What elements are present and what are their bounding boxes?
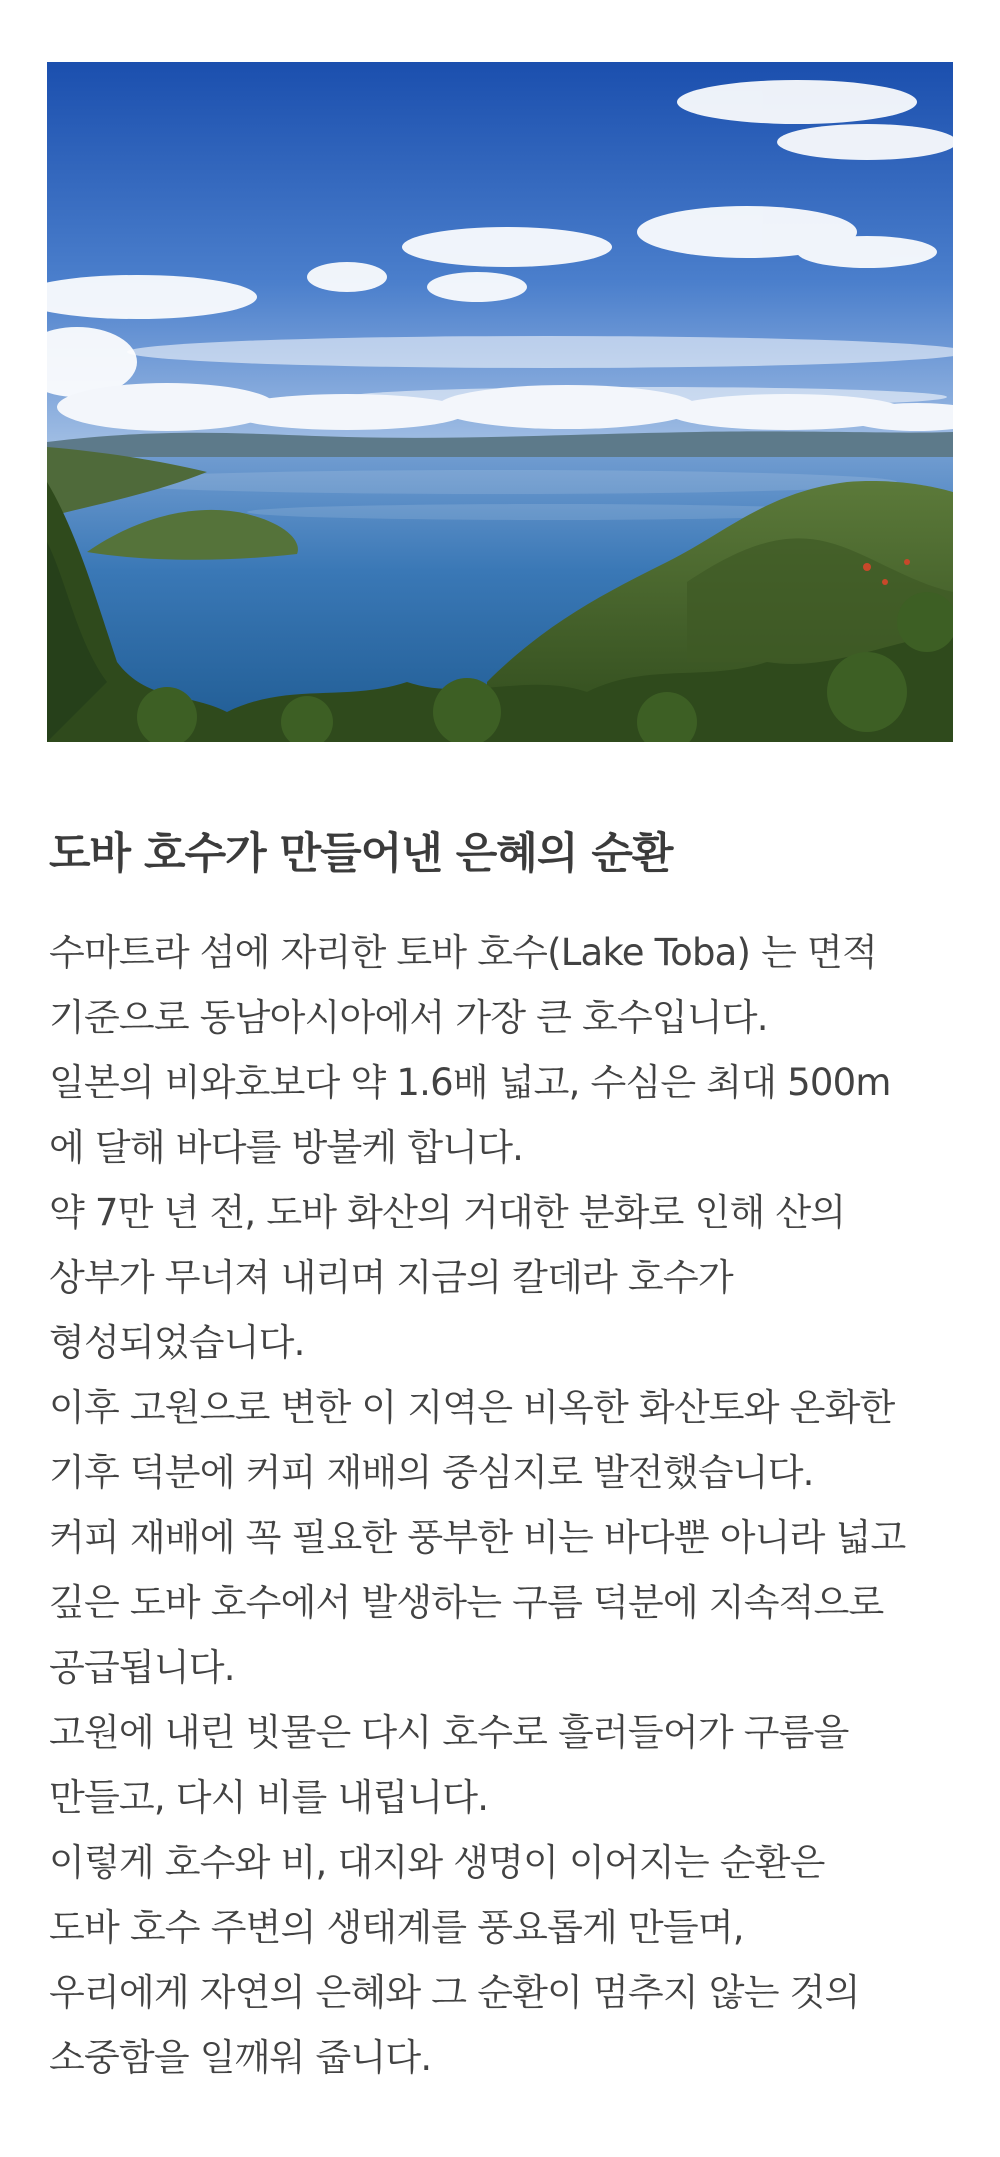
paragraph-line: 이렇게 호수와 비, 대지와 생명이 이어지는 순환은 [49, 1841, 825, 1884]
paragraph-line: 도바 호수 주변의 생태계를 풍요롭게 만들며, [49, 1906, 744, 1949]
paragraph-line: 이후 고원으로 변한 이 지역은 비옥한 화산토와 온화한 [49, 1386, 895, 1429]
paragraph-line: 일본의 비와호보다 약 1.6배 넓고, 수심은 최대 500m [49, 1061, 891, 1104]
paragraph-line: 기준으로 동남아시아에서 가장 큰 호수입니다. [49, 996, 768, 1039]
paragraph-line: 형성되었습니다. [49, 1321, 305, 1364]
article-body [49, 920, 979, 2090]
lake-toba-photo [47, 62, 953, 742]
paragraph-line: 약 7만 년 전, 도바 화산의 거대한 분화로 인해 산의 [49, 1191, 846, 1234]
paragraph-line: 만들고, 다시 비를 내립니다. [49, 1776, 489, 1819]
lake-landscape-image [47, 62, 953, 742]
article-title: 도바 호수가 만들어낸 은혜의 순환 [49, 829, 673, 879]
paragraph-line: 고원에 내린 빗물은 다시 호수로 흘러들어가 구름을 [49, 1711, 849, 1754]
paragraph-line: 상부가 무너져 내리며 지금의 칼데라 호수가 [49, 1256, 733, 1299]
paragraph-line: 깊은 도바 호수에서 발생하는 구름 덕분에 지속적으로 [49, 1581, 884, 1624]
paragraph-line: 우리에게 자연의 은혜와 그 순환이 멈추지 않는 것의 [49, 1971, 860, 2014]
paragraph-line: 수마트라 섬에 자리한 토바 호수(Lake Toba) 는 면적 [49, 931, 877, 974]
paragraph-line: 기후 덕분에 커피 재배의 중심지로 발전했습니다. [49, 1451, 814, 1494]
paragraph-line: 커피 재배에 꼭 필요한 풍부한 비는 바다뿐 아니라 넓고 [49, 1516, 906, 1559]
paragraph-line: 공급됩니다. [49, 1646, 235, 1689]
paragraph-line: 에 달해 바다를 방불케 합니다. [49, 1126, 524, 1169]
paragraph-line: 소중함을 일깨워 줍니다. [49, 2036, 432, 2079]
